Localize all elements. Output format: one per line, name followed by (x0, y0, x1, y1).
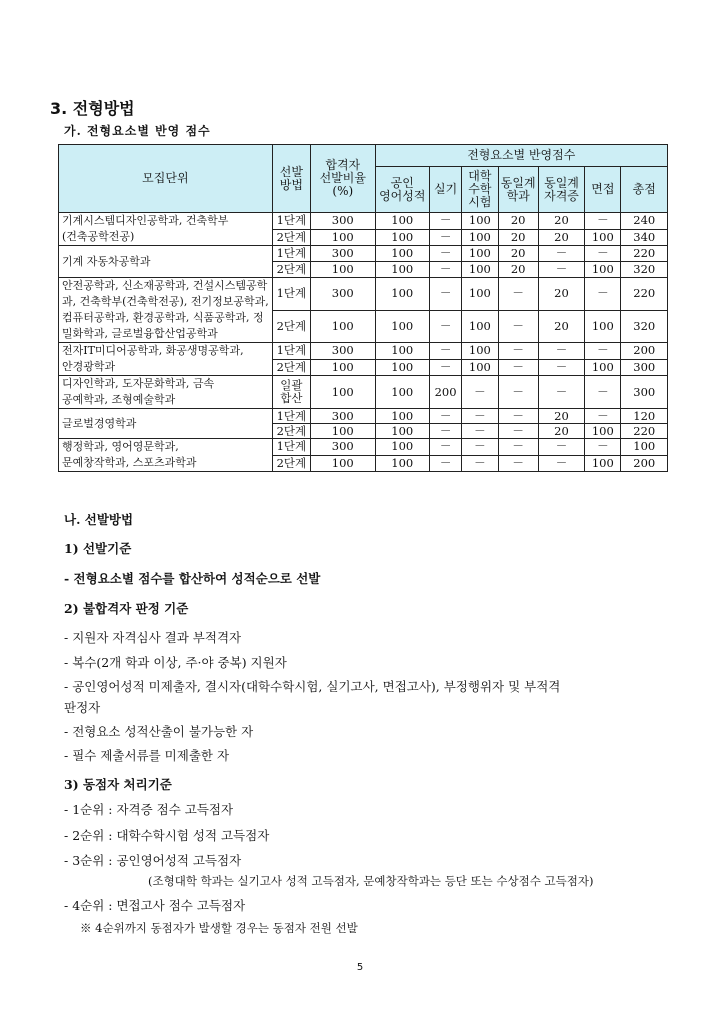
total-cell: 320 (621, 262, 668, 278)
cert-cell: － (538, 246, 584, 262)
page-number: 5 (356, 962, 364, 973)
dept-cell: － (498, 424, 538, 439)
dept-cell: － (498, 310, 538, 343)
section-title: 3. 전형방법 (50, 99, 135, 118)
cert-cell: － (538, 439, 584, 456)
prac-cell: 200 (429, 376, 461, 409)
csat-cell: 100 (462, 246, 498, 262)
ratio-cell: 300 (311, 439, 376, 456)
eng-cell: 100 (375, 229, 429, 246)
eng-cell: 100 (375, 409, 429, 424)
total-cell: 200 (621, 343, 668, 360)
cert-cell: 20 (538, 229, 584, 246)
tie-item: - 2순위 : 대학수학시험 성적 고득점자 (64, 828, 270, 843)
prac-cell: － (429, 455, 461, 472)
csat-cell: － (462, 439, 498, 456)
prac-cell: － (429, 262, 461, 278)
subsection-a-title: 가. 전형요소별 반영 점수 (64, 124, 211, 138)
method-cell: 1단계 (272, 213, 310, 230)
unit-cell: 글로벌경영학과 (59, 409, 273, 439)
unit-cell: 안전공학과, 신소재공학과, 건설시스템공학과, 건축학부(건축학전공), 전기정보공학과, 컴퓨터공학과, 환경공학과, 식품공학과, 정밀화학과, 글로벌융합산업공학과 (59, 278, 273, 343)
csat-cell: － (462, 409, 498, 424)
tie-item-note: (조형대학 학과는 실기고사 성적 고득점자, 문예창작학과는 등단 또는 수상점수 고득점자) (148, 874, 594, 888)
fail-criteria-title: 2) 불합격자 판정 기준 (64, 601, 189, 616)
dept-cell: － (498, 343, 538, 360)
cert-cell: － (538, 376, 584, 409)
unit-cell: 전자IT미디어공학과, 화공생명공학과, 안경광학과 (59, 343, 273, 376)
prac-cell: － (429, 229, 461, 246)
csat-cell: 100 (462, 278, 498, 311)
eng-cell: 100 (375, 424, 429, 439)
prac-cell: － (429, 310, 461, 343)
prac-cell: － (429, 424, 461, 439)
fail-item: - 복수(2개 학과 이상, 주·야 중복) 지원자 (64, 655, 287, 670)
intv-cell: 100 (585, 229, 621, 246)
header-group: 전형요소별 반영점수 (375, 145, 667, 167)
header-unit: 모집단위 (59, 145, 273, 213)
header-interview: 면접 (585, 167, 621, 213)
ratio-cell: 100 (311, 262, 376, 278)
csat-cell: 100 (462, 229, 498, 246)
cert-cell: － (538, 343, 584, 360)
intv-cell: － (585, 213, 621, 230)
eng-cell: 100 (375, 359, 429, 376)
eng-cell: 100 (375, 262, 429, 278)
ratio-cell: 300 (311, 246, 376, 262)
table-row (59, 439, 668, 456)
method-cell: 1단계 (272, 409, 310, 424)
tie-item: - 1순위 : 자격증 점수 고득점자 (64, 802, 234, 817)
header-english: 공인 영어성적 (375, 167, 429, 213)
unit-cell: 행정학과, 영어영문학과, 문예창작학과, 스포츠과학과 (59, 439, 273, 472)
total-cell: 200 (621, 455, 668, 472)
criteria-title: 1) 선발기준 (64, 541, 132, 556)
dept-cell: 20 (498, 262, 538, 278)
prac-cell: － (429, 213, 461, 230)
cert-cell: 20 (538, 409, 584, 424)
method-cell: 2단계 (272, 262, 310, 278)
unit-cell: 디자인학과, 도자문화학과, 금속 공예학과, 조형예술학과 (59, 376, 273, 409)
ratio-cell: 100 (311, 424, 376, 439)
ratio-cell: 300 (311, 343, 376, 360)
total-cell: 120 (621, 409, 668, 424)
criteria-item: - 전형요소별 점수를 합산하여 성적순으로 선발 (64, 571, 321, 586)
header-practical: 실기 (429, 167, 461, 213)
total-cell: 100 (621, 439, 668, 456)
cert-cell: 20 (538, 310, 584, 343)
prac-cell: － (429, 246, 461, 262)
fail-item: - 지원자 자격심사 결과 부적격자 (64, 630, 242, 645)
ratio-cell: 100 (311, 229, 376, 246)
eng-cell: 100 (375, 343, 429, 360)
ratio-cell: 100 (311, 455, 376, 472)
dept-cell: 20 (498, 213, 538, 230)
method-cell: 2단계 (272, 455, 310, 472)
total-cell: 220 (621, 424, 668, 439)
dept-cell: － (498, 409, 538, 424)
eng-cell: 100 (375, 310, 429, 343)
intv-cell: 100 (585, 359, 621, 376)
prac-cell: － (429, 278, 461, 311)
dept-cell: 20 (498, 246, 538, 262)
dept-cell: － (498, 278, 538, 311)
method-cell: 1단계 (272, 343, 310, 360)
prac-cell: － (429, 439, 461, 456)
intv-cell: 100 (585, 455, 621, 472)
method-cell: 1단계 (272, 246, 310, 262)
tie-item: - 4순위 : 면접고사 점수 고득점자 (64, 898, 246, 913)
intv-cell: － (585, 343, 621, 360)
ratio-cell: 100 (311, 359, 376, 376)
eng-cell: 100 (375, 278, 429, 311)
cert-cell: － (538, 455, 584, 472)
method-cell: 1단계 (272, 278, 310, 311)
table-row (59, 213, 668, 230)
table-row (59, 278, 668, 311)
cert-cell: 20 (538, 213, 584, 230)
csat-cell: 100 (462, 262, 498, 278)
intv-cell: － (585, 439, 621, 456)
csat-cell: 100 (462, 213, 498, 230)
header-pass-ratio: 합격자 선발비율 (%) (311, 145, 376, 213)
ratio-cell: 300 (311, 278, 376, 311)
intv-cell: 100 (585, 262, 621, 278)
csat-cell: 100 (462, 359, 498, 376)
ratio-cell: 100 (311, 310, 376, 343)
table-row (59, 343, 668, 360)
total-cell: 300 (621, 359, 668, 376)
header-csat: 대학 수학 시험 (462, 167, 498, 213)
table-row (59, 376, 668, 409)
dept-cell: － (498, 455, 538, 472)
intv-cell: － (585, 409, 621, 424)
header-same-cert: 동일계 자격증 (538, 167, 584, 213)
prac-cell: － (429, 343, 461, 360)
dept-cell: － (498, 376, 538, 409)
tie-footnote: ※ 4순위까지 동점자가 발생할 경우는 동점자 전원 선발 (80, 921, 358, 935)
eng-cell: 100 (375, 439, 429, 456)
fail-item: - 공인영어성적 미제출자, 결시자(대학수학시험, 실기고사, 면접고사), 부정행위자 및 부적격 (64, 679, 561, 694)
total-cell: 340 (621, 229, 668, 246)
ratio-cell: 300 (311, 409, 376, 424)
intv-cell: － (585, 376, 621, 409)
total-cell: 300 (621, 376, 668, 409)
unit-cell: 기계시스템디자인공학과, 건축학부 (건축공학전공) (59, 213, 273, 246)
score-table-body (59, 213, 668, 472)
ratio-cell: 100 (311, 376, 376, 409)
method-cell: 1단계 (272, 439, 310, 456)
score-table (58, 144, 668, 472)
dept-cell: － (498, 439, 538, 456)
cert-cell: 20 (538, 424, 584, 439)
fail-item: 판정자 (64, 700, 101, 715)
prac-cell: － (429, 359, 461, 376)
intv-cell: － (585, 278, 621, 311)
dept-cell: － (498, 359, 538, 376)
tie-criteria-title: 3) 동점자 처리기준 (64, 777, 172, 792)
csat-cell: 100 (462, 343, 498, 360)
cert-cell: － (538, 262, 584, 278)
header-total: 총점 (621, 167, 668, 213)
csat-cell: － (462, 424, 498, 439)
total-cell: 240 (621, 213, 668, 230)
eng-cell: 100 (375, 376, 429, 409)
method-cell: 2단계 (272, 310, 310, 343)
cert-cell: － (538, 359, 584, 376)
total-cell: 220 (621, 278, 668, 311)
header-same-dept: 동일계 학과 (498, 167, 538, 213)
fail-item: - 전형요소 성적산출이 불가능한 자 (64, 724, 254, 739)
subsection-b-title: 나. 선발방법 (64, 512, 134, 527)
table-row (59, 409, 668, 424)
csat-cell: － (462, 376, 498, 409)
dept-cell: 20 (498, 229, 538, 246)
eng-cell: 100 (375, 213, 429, 230)
method-cell: 2단계 (272, 229, 310, 246)
eng-cell: 100 (375, 246, 429, 262)
csat-cell: － (462, 455, 498, 472)
intv-cell: 100 (585, 310, 621, 343)
method-cell: 2단계 (272, 359, 310, 376)
table-row (59, 246, 668, 262)
intv-cell: － (585, 246, 621, 262)
eng-cell: 100 (375, 455, 429, 472)
cert-cell: 20 (538, 278, 584, 311)
method-cell: 2단계 (272, 424, 310, 439)
tie-item: - 3순위 : 공인영어성적 고득점자 (64, 853, 242, 868)
total-cell: 220 (621, 246, 668, 262)
ratio-cell: 300 (311, 213, 376, 230)
unit-cell: 기계 자동차공학과 (59, 246, 273, 278)
fail-item: - 필수 제출서류를 미제출한 자 (64, 748, 230, 763)
csat-cell: 100 (462, 310, 498, 343)
intv-cell: 100 (585, 424, 621, 439)
header-method: 선발 방법 (272, 145, 310, 213)
total-cell: 320 (621, 310, 668, 343)
method-cell: 일괄 합산 (272, 376, 310, 409)
prac-cell: － (429, 409, 461, 424)
